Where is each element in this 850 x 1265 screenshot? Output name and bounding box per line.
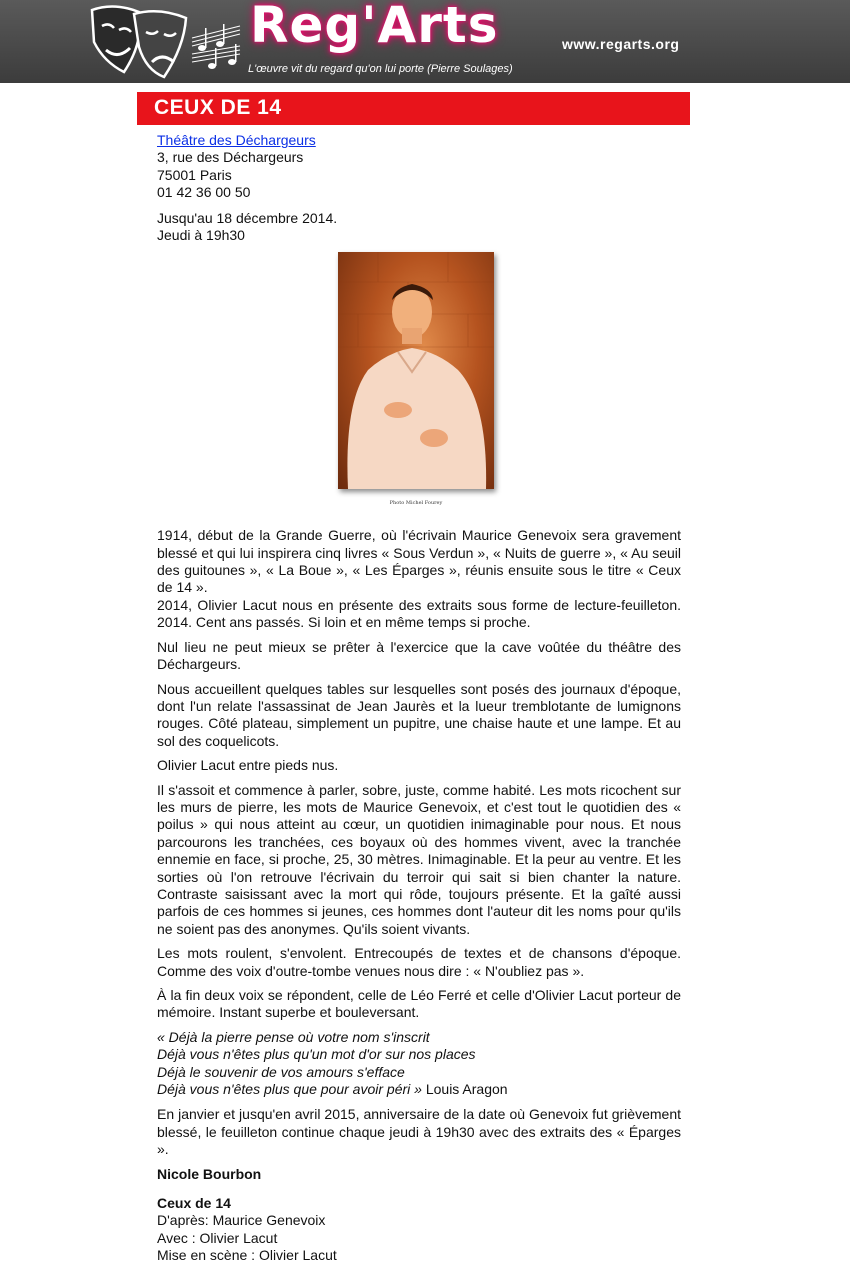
theatre-masks-logo — [84, 2, 194, 82]
paragraph: Les mots roulent, s'envolent. Entrecoupés de textes et de chansons d'époque. Comme des voix d'outre-tombe venues nous dire : « N'oubliez pas ». — [157, 945, 681, 979]
paragraph: 1914, début de la Grande Guerre, où l'écrivain Maurice Genevoix sera gravement blessé et qui lui inspirera cinq livres « Sous Verdun », « Nuits de guerre », « Au seuil des guitounes », « La Boue », « Les Éparges », réunis ensuite sous le titre « Ceux de 14 ». — [157, 527, 681, 596]
closing-paragraph: En janvier et jusqu'en avril 2015, anniversaire de la date où Genevoix fut grièvement blessé, le feuilleton continue chaque jeudi à 19h30 avec des extraits des « Éparges ». — [157, 1106, 681, 1158]
photo-credit: Photo Michel Fourey — [389, 499, 443, 506]
venue-link[interactable]: Théâtre des Déchargeurs — [157, 132, 316, 148]
show-credits — [157, 1195, 681, 1265]
venue-address-line1: 3, rue des Déchargeurs — [157, 149, 304, 166]
credits-staging: Mise en scène : Olivier Lacut — [157, 1247, 337, 1264]
credits-after-label: D'après: — [157, 1212, 209, 1229]
paragraph: 2014, Olivier Lacut nous en présente des extraits sous forme de lecture-feuilleton. 2014. Cent ans passés. Si loin et en même temps si proche. — [157, 596, 681, 631]
credits-after-value: Maurice Genevoix — [208, 1212, 326, 1229]
article-content — [157, 132, 681, 1265]
article-body — [157, 527, 681, 1183]
credits-after — [157, 1212, 681, 1229]
poem-author: Louis Aragon — [421, 1081, 508, 1098]
dates-line2: Jeudi à 19h30 — [157, 227, 245, 244]
music-notes-icon — [190, 18, 242, 76]
credits-with: Avec : Olivier Lacut — [157, 1229, 278, 1246]
site-logo-title: Reg'Arts — [250, 0, 499, 54]
dates-line1: Jusqu'au 18 décembre 2014. — [157, 209, 338, 226]
venue-phone: 01 42 36 00 50 — [157, 184, 251, 201]
venue-address-line2: 75001 Paris — [157, 166, 232, 183]
paragraph: Nul lieu ne peut mieux se prêter à l'exercice que la cave voûtée du théâtre des Déchargeurs. — [157, 638, 681, 673]
site-url: www.regarts.org — [562, 36, 680, 52]
article-author: Nicole Bourbon — [157, 1165, 262, 1182]
credits-title: Ceux de 14 — [157, 1195, 231, 1212]
poem-line: Déjà le souvenir de vos amours s'efface — [157, 1063, 405, 1080]
poem-line: Déjà vous n'êtes plus qu'un mot d'or sur nos places — [157, 1046, 476, 1063]
venue-info — [157, 132, 681, 202]
actor-photo — [338, 252, 494, 489]
site-banner — [0, 0, 850, 83]
paragraph: Nous accueillent quelques tables sur lesquelles sont posés des journaux d'époque, dont l'un relate l'assassinat de Jean Jaurès et la lueur tremblotante de lumignons rouges. Côté plateau, simplement un pupitre, une chaise haute et une lampe. Et au sol des coquelicots. — [157, 680, 681, 749]
title-bar — [137, 92, 690, 125]
site-tagline: L'œuvre vit du regard qu'on lui porte (Pierre Soulages) — [248, 63, 513, 75]
paragraph: À la fin deux voix se répondent, celle de Léo Ferré et celle d'Olivier Lacut porteur de mémoire. Instant superbe et bouleversant. — [157, 987, 681, 1021]
poem-quote — [157, 1029, 681, 1099]
paragraph: Olivier Lacut entre pieds nus. — [157, 757, 339, 774]
poem-line: Déjà vous n'êtes plus que pour avoir péri » — [157, 1081, 422, 1098]
article-title: CEUX DE 14 — [154, 96, 282, 119]
photo-block — [151, 252, 681, 512]
poem-line: « Déjà la pierre pense où votre nom s'inscrit — [157, 1028, 430, 1045]
paragraph: Il s'assoit et commence à parler, sobre, juste, comme habité. Les mots ricochent sur les murs de pierre, les mots de Maurice Genevoix, et c'est tout le quotidien des « poilus » qui nous atteint au cœur, un quotidien inimaginable pour nous. Et nous parcourons les tranchées, ces boyaux où des hommes vivent, avec la tranchée ennemie en face, si proche, 25, 30 mètres. Inimaginable. Et la peur au ventre. Et les sorties où l'on retrouve l'écrivain du terroir qui sait si bien chanter la nature. Contraste saisissant avec la mort qui rôde, toujours présente. Et la gaîté aussi parfois de ces hommes si jeunes, ces hommes dont l'auteur dit les noms pour qu'ils ne soient pas des anonymes. Qu'ils soient vivants. — [157, 781, 681, 937]
